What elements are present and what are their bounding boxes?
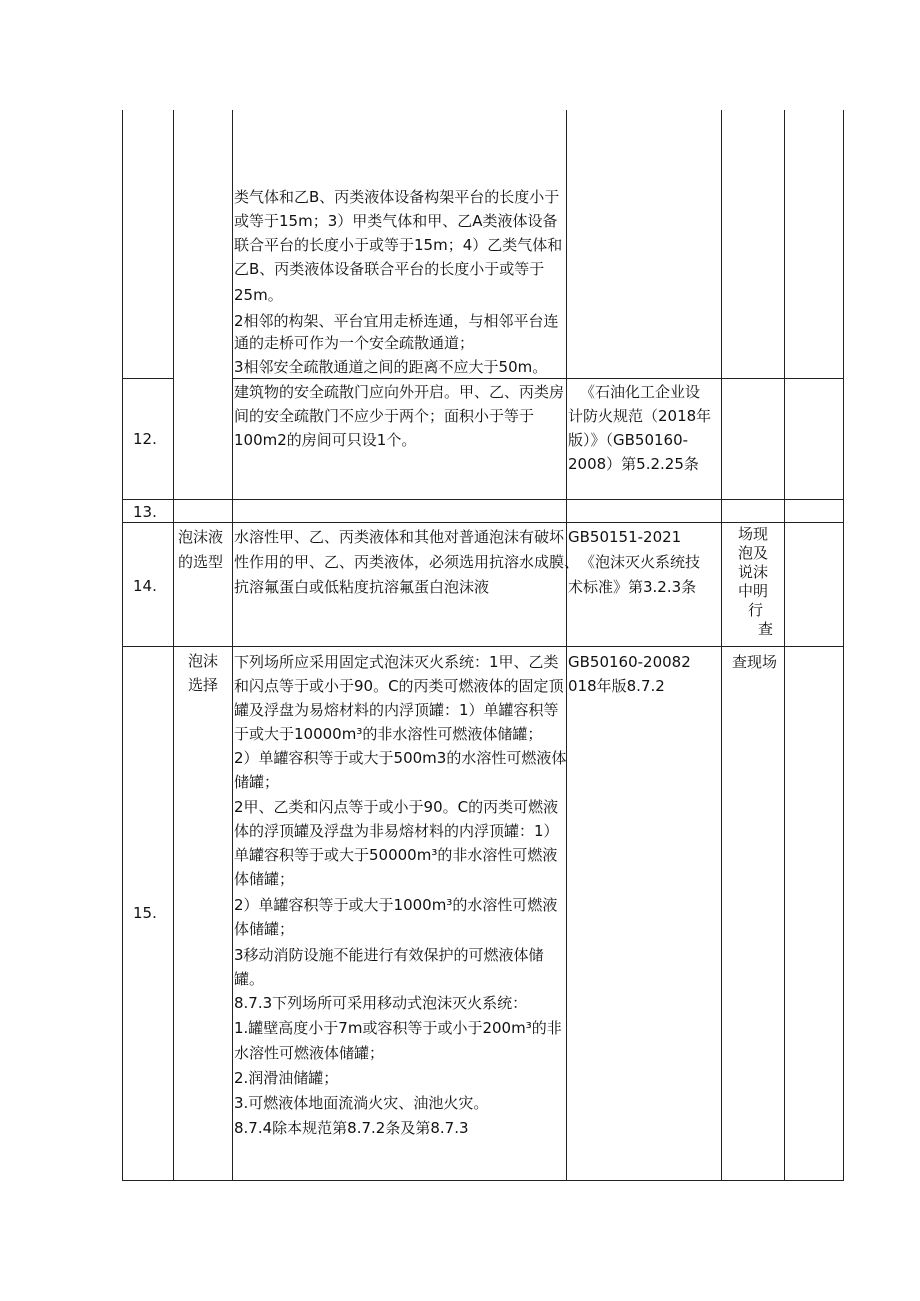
r14-method-line: 泡及 (738, 544, 769, 562)
r15-content-line: 体的浮顶罐及浮盘为非易熔材料的内浮顶罐：1） (234, 822, 559, 840)
r15-content-line: 1.罐壁高度小于7m或容积等于或小于200m³的非 (234, 1019, 562, 1037)
r14-method-line: 行 (748, 601, 764, 619)
r15-basis-line: GB50160-20082 (568, 653, 691, 671)
r15-content-line: 2.润滑油储罐； (234, 1069, 339, 1087)
r15-content-line: 于或大于10000m³的非水溶性可燃液体储罐； (234, 725, 543, 743)
cont-content-line: 2相邻的构架、平台宜用走桥连通，与相邻平台连 (234, 312, 559, 330)
row-number: 13. (133, 503, 157, 521)
row-divider-15-top (122, 646, 844, 647)
r14-basis-line: 《泡沫灭火系统技 (580, 553, 701, 571)
r15-content-line: 2甲、乙类和闪点等于或小于90。C的丙类可燃液 (234, 798, 559, 816)
r14-method-line: 中明 (738, 582, 769, 600)
r15-content-line: 罐及浮盘为易熔材料的内浮顶罐：1）单罐容积等 (234, 701, 559, 719)
r15-content-line: 单罐容积等于或大于50000m³的非水溶性可燃液 (234, 846, 558, 864)
r15-content-line: 2）单罐容积等于或大于1000m³的水溶性可燃液 (234, 896, 558, 914)
r14-method-line: 说沫 (738, 563, 769, 581)
cont-content-line: 25m。 (234, 286, 283, 304)
r12-content-line: 建筑物的安全疏散门应向外开启。甲、乙、丙类房 (234, 383, 565, 401)
r15-item-line: 泡沫 (188, 652, 219, 670)
r12-content-line: 间的安全疏散门不应少于两个；面积小于等于 (234, 407, 535, 425)
row-divider-14-top (122, 522, 844, 523)
cont-content-line: 乙B、丙类液体设备联合平台的长度小于或等于 (234, 260, 545, 278)
row-number: 14. (133, 577, 157, 595)
cont-content-line: 3相邻安全疏散通道之间的距离不应大于50m。 (234, 358, 548, 376)
r15-content-line: 2）单罐容积等于或大于500m3的水溶性可燃液体 (234, 749, 567, 767)
r12-basis-line: 版）》（GB50160- (568, 431, 689, 449)
r14-content-line: 抗溶氟蛋白或低粘度抗溶氟蛋白泡沫液 (234, 578, 490, 596)
r14-content-line: 性作用的甲、乙、丙类液体，必须选用抗溶水成膜、 (234, 553, 580, 571)
r15-method: 查现场 (732, 653, 778, 671)
r14-method-line: 查 (758, 620, 774, 638)
r15-content-line: 3.可燃液体地面流淌火灾、油池火灾。 (234, 1094, 489, 1112)
r15-content-line: 和闪点等于或小于90。C的丙类可燃液体的固定顶 (234, 677, 564, 695)
r15-content-line: 8.7.3下列场所可采用移动式泡沫灭火系统： (234, 994, 528, 1012)
r14-method-line: 场现 (738, 525, 769, 543)
r15-item-line: 选择 (188, 676, 219, 694)
cont-content-line: 通的走桥可作为一个安全疏散通道； (234, 334, 475, 352)
row-number: 15. (133, 904, 157, 922)
r14-basis-line: 术标准》第3.2.3条 (568, 578, 697, 596)
r15-content-line: 体储罐； (234, 920, 295, 938)
r15-content-line: 8.7.4除本规范第8.7.2条及第8.7.3 (234, 1119, 469, 1137)
table-border-bottom (122, 1180, 844, 1181)
cont-content-line: 联合平台的长度小于或等于15m；4）乙类气体和 (234, 236, 563, 254)
r12-basis-line: 2008）第5.2.25条 (568, 455, 699, 473)
r12-content-line: 100m2的房间可只设1个。 (234, 431, 417, 449)
r14-item-line: 的选型 (178, 553, 224, 571)
r15-content-line: 水溶性可燃液体储罐； (234, 1044, 385, 1062)
r14-basis-line: GB50151-2021 (568, 528, 682, 546)
row-divider-12-top (122, 378, 173, 379)
r15-content-line: 储罐； (234, 773, 280, 791)
r12-basis-line: 《石油化工企业设 (580, 383, 701, 401)
r15-basis-line: 018年版8.7.2 (568, 677, 665, 695)
r14-item-line: 泡沫液 (178, 528, 224, 546)
r15-content-line: 下列场所应采用固定式泡沫灭火系统：1甲、乙类 (234, 653, 559, 671)
r15-content-line: 罐。 (234, 970, 265, 988)
r14-method (738, 525, 773, 639)
r15-content-line: 体储罐； (234, 870, 295, 888)
r12-basis-line: 计防火规范（2018年 (568, 407, 712, 425)
r14-content-line: 水溶性甲、乙、丙类液体和其他对普通泡沫有破坏 (234, 528, 565, 546)
cont-content-line: 类气体和乙B、丙类液体设备构架平台的长度小于 (234, 188, 560, 206)
row-number: 12. (133, 430, 157, 448)
cont-content-line: 或等于15m；3）甲类气体和甲、乙A类液体设备 (234, 212, 558, 230)
r15-content-line: 3移动消防设施不能进行有效保护的可燃液体储 (234, 946, 544, 964)
row-divider-13-top (122, 499, 844, 500)
